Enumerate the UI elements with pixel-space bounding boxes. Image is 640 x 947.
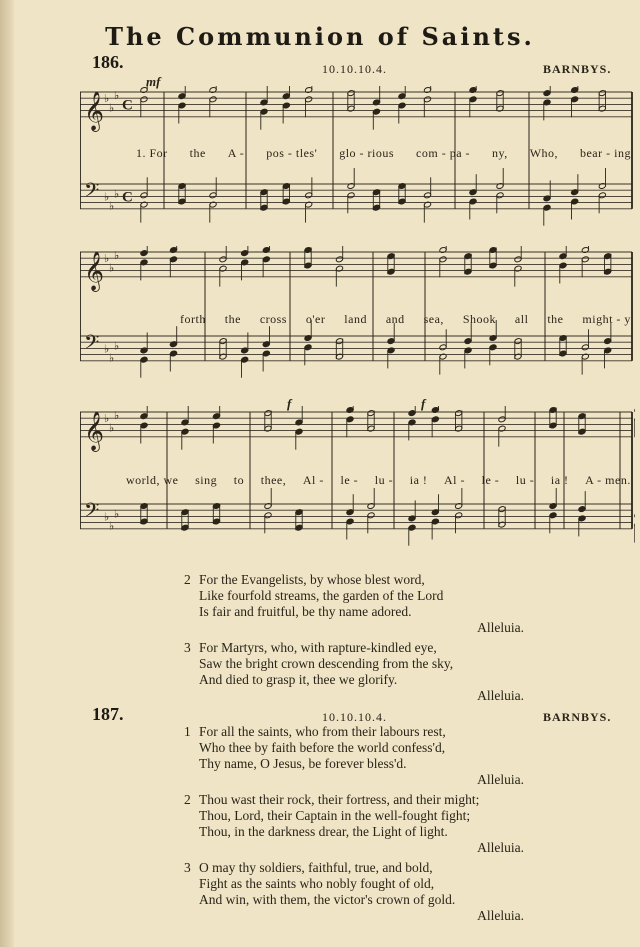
verse (184, 792, 524, 856)
verse-line: O may thy soldiers, faithful, true, and bold, (199, 860, 433, 875)
treble-clef-icon: 𝄞 (84, 250, 105, 291)
verse-number: 3 (184, 860, 191, 875)
verse-line: Thou wast their rock, their fortress, and their might; (199, 792, 480, 807)
flat-icon: ♭ (109, 102, 115, 115)
lyric-syllable: might - y (582, 312, 631, 326)
hymn-186-meter: 10.10.10.4. (322, 62, 387, 76)
lyric-syllable: A - men. (585, 473, 631, 487)
flat-icon: ♭ (109, 262, 115, 275)
verse-line: Thy name, O Jesus, be forever bless'd. (199, 756, 407, 771)
refrain: Alleluia. (477, 908, 524, 923)
bass-clef-icon: 𝄢 (84, 178, 100, 207)
flat-icon: ♭ (114, 90, 120, 103)
lyric-syllable: lu - (374, 473, 394, 487)
lyric-syllable: Al - (444, 473, 466, 487)
refrain: Alleluia. (477, 772, 524, 787)
dynamic-mf: mf (146, 74, 161, 89)
lyric-syllable: cross (259, 312, 287, 326)
lyric-syllable: land (344, 312, 367, 326)
verse-number: 2 (184, 792, 191, 807)
lyric-syllable: the (224, 312, 241, 326)
verse-number: 3 (184, 640, 191, 655)
treble-clef-icon: 𝄞 (84, 90, 105, 131)
lyric-syllable: and (385, 312, 405, 326)
flat-icon: ♭ (104, 191, 110, 204)
lyric-syllable: A - (227, 146, 245, 160)
lyric-line-2 (86, 312, 631, 327)
lyric-syllable: all (514, 312, 529, 326)
note-head-icon (634, 512, 635, 519)
lyric-line-1 (86, 146, 631, 161)
verse-number: 2 (184, 572, 191, 587)
flat-icon: ♭ (104, 413, 110, 426)
flat-icon: ♭ (109, 422, 115, 435)
lyric-syllable: sea, (423, 312, 444, 326)
flat-icon: ♭ (104, 93, 110, 106)
lyric-syllable: to (233, 473, 245, 487)
hymn-186-tune: BARNBYS. (543, 62, 612, 76)
lyric-syllable: pos - tles' (266, 146, 318, 160)
lyric-syllable: sing (195, 473, 218, 487)
lyric-syllable: Al - (302, 473, 324, 487)
verse-line: For the Evangelists, by whose blest word, (199, 572, 425, 587)
lyric-line-3 (86, 473, 631, 488)
flat-icon: ♭ (114, 508, 120, 521)
lyric-syllable: le - (481, 473, 500, 487)
lyric-syllable: lu - (515, 473, 535, 487)
refrain: Alleluia. (477, 620, 524, 635)
flat-icon: ♭ (114, 410, 120, 423)
verse-line: For Martyrs, who, with rapture-kindled eye, (199, 640, 437, 655)
lyric-syllable: le - (340, 473, 359, 487)
flat-icon: ♭ (109, 520, 115, 533)
lyric-syllable: forth (180, 312, 206, 326)
lyric-syllable: 1. For (136, 146, 168, 160)
verse (184, 860, 524, 924)
verse-line: Thou, Lord, their Captain in the well-fought fight; (199, 808, 471, 823)
flat-icon: ♭ (109, 200, 115, 213)
refrain: Alleluia. (477, 688, 524, 703)
verse-line: Saw the bright crown descending from the sky, (199, 656, 454, 671)
lyric-syllable: bear - ing (579, 146, 631, 160)
hymn-187-number: 187. (92, 704, 124, 724)
flat-icon: ♭ (104, 343, 110, 356)
hymn-187-tune: BARNBYS. (543, 710, 612, 724)
hymn-187-verses (184, 724, 524, 928)
dynamic-f-2: f (421, 396, 426, 411)
lyric-syllable: ny, (491, 146, 508, 160)
flat-icon: ♭ (104, 511, 110, 524)
verse-line: For all the saints, who from their labours rest, (199, 724, 446, 739)
verse (184, 572, 524, 636)
lyric-syllable: com - pa - (416, 146, 471, 160)
dynamic-f-1: f (287, 396, 292, 411)
hymn-187-meter: 10.10.10.4. (322, 710, 387, 724)
lyric-syllable: thee, (260, 473, 287, 487)
lyric-syllable: the (189, 146, 206, 160)
verse (184, 640, 524, 704)
verse-line: Thou, in the darkness drear, the Light of light. (199, 824, 448, 839)
common-time-icon: C (122, 97, 133, 114)
lyric-syllable: the (547, 312, 564, 326)
verse-number: 1 (184, 724, 191, 739)
flat-icon: ♭ (114, 250, 120, 263)
verse-line: And win, with them, the victor's crown of gold. (199, 892, 456, 907)
lyric-syllable: o'er (305, 312, 326, 326)
verse-line: Like fourfold streams, the garden of the Lord (199, 588, 444, 603)
page-edge (0, 0, 14, 947)
bass-clef-icon: 𝄢 (84, 498, 100, 527)
treble-clef-icon: 𝄞 (84, 410, 105, 451)
refrain: Alleluia. (477, 840, 524, 855)
verse-line: And died to grasp it, thee we glorify. (199, 672, 398, 687)
bass-clef-icon: 𝄢 (84, 330, 100, 359)
hymn-186-number: 186. (92, 52, 124, 72)
verse-line: Is fair and fruitful, be thy name adored. (199, 604, 412, 619)
flat-icon: ♭ (114, 340, 120, 353)
verse (184, 724, 524, 788)
verse-line: Who thee by faith before the world confess'd, (199, 740, 446, 755)
flat-icon: ♭ (114, 188, 120, 201)
verse-line: Fight as the saints who nobly fought of old, (199, 876, 435, 891)
lyric-syllable: Who, (529, 146, 559, 160)
hymn-186-verses (184, 572, 524, 708)
flat-icon: ♭ (104, 253, 110, 266)
lyric-syllable: ia ! (550, 473, 569, 487)
lyric-syllable: ia ! (409, 473, 428, 487)
page-title: The Communion of Saints. (105, 22, 535, 51)
common-time-icon: C (122, 189, 133, 206)
lyric-syllable: Shook (462, 312, 497, 326)
lyric-syllable: glo - rious (339, 146, 395, 160)
note-head-icon (634, 407, 635, 414)
lyric-syllable: world, we (126, 473, 179, 487)
flat-icon: ♭ (109, 352, 115, 365)
